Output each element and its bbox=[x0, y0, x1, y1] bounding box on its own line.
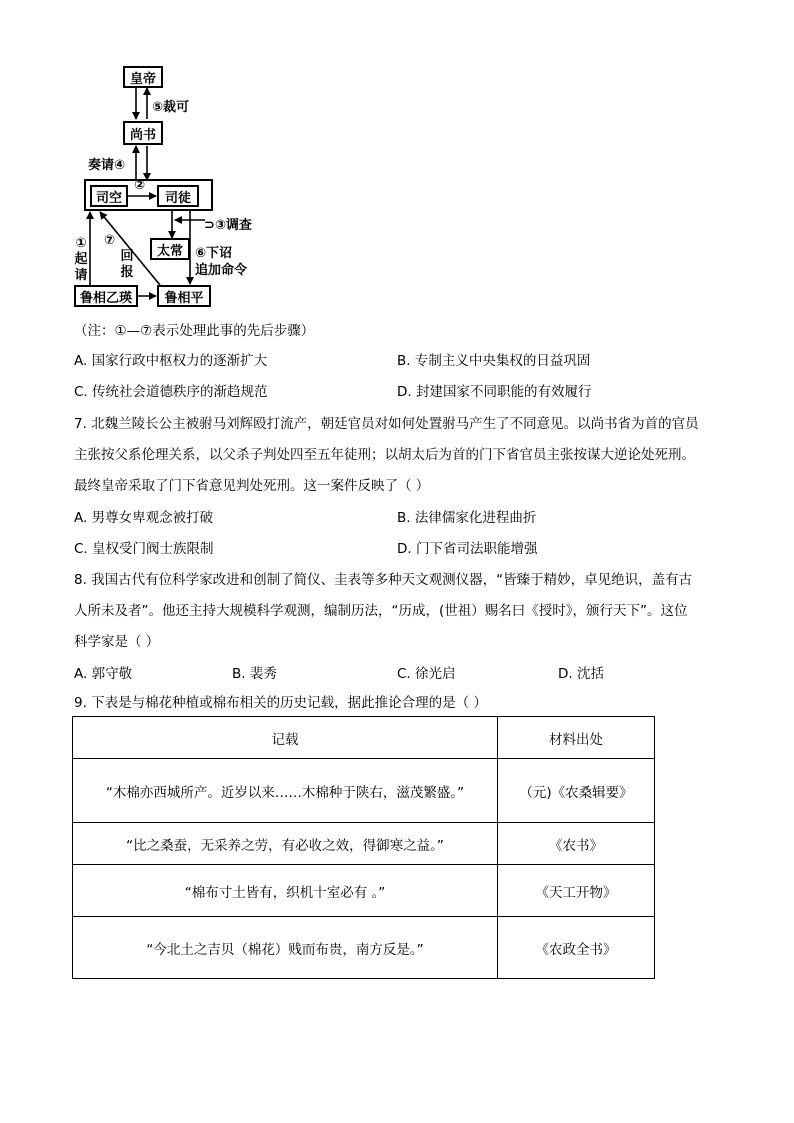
box-shangshu: 尚书 bbox=[123, 121, 163, 145]
table-cell-source: 《农政全书》 bbox=[498, 917, 655, 979]
label-step3-text: ③调查 bbox=[214, 218, 252, 233]
box-situ: 司徒 bbox=[157, 185, 199, 207]
diagram-note: （注：①—⑦表示处理此事的先后步骤） bbox=[74, 323, 315, 339]
label-step6-b: 追加命令 bbox=[195, 263, 248, 278]
q7-option-a: A. 男尊女卑观念被打破 bbox=[74, 510, 214, 526]
q8-option-b: B. 裴秀 bbox=[232, 666, 277, 682]
q8-option-a: A. 郭守敬 bbox=[74, 666, 133, 682]
q7-option-b: B. 法律儒家化进程曲折 bbox=[397, 510, 537, 526]
table-header-row bbox=[73, 717, 655, 759]
label-step7-text: 回报 bbox=[120, 249, 134, 280]
box-emperor: 皇帝 bbox=[123, 66, 163, 88]
label-step7-num: ⑦ bbox=[104, 233, 116, 248]
q8-text-line1: 8. 我国古代有位科学家改进和创制了简仪、圭表等多种天文观测仪器，“皆臻于精妙，卓见绝识，盖有古 bbox=[74, 572, 693, 588]
label-step4: 奏请④ bbox=[88, 158, 126, 173]
box-taichang: 太常 bbox=[150, 238, 190, 260]
box-lu-yiying: 鲁相乙瑛 bbox=[74, 285, 138, 307]
table-cell-source: 《农书》 bbox=[498, 823, 655, 865]
table-row bbox=[73, 759, 655, 823]
table-row bbox=[73, 823, 655, 865]
table-cell-record: “比之桑蚕，无采养之劳，有必收之效，得御寒之益。” bbox=[73, 823, 498, 865]
box-sikong: 司空 bbox=[90, 185, 128, 207]
label-step2: ② bbox=[134, 178, 146, 193]
q7-option-c: C. 皇权受门阀士族限制 bbox=[74, 541, 214, 557]
label-step3: ⊃③调查 bbox=[204, 218, 252, 233]
label-step5: ⑤裁可 bbox=[152, 100, 190, 115]
q8-text-line3: 科学家是（ ） bbox=[74, 634, 160, 650]
label-step6-a: ⑥下诏 bbox=[195, 246, 233, 261]
q6-option-a: A. 国家行政中枢权力的逐渐扩大 bbox=[74, 353, 268, 369]
table-cell-record: “木棉亦西城所产。近岁以来……木棉种于陕右，滋茂繁盛。” bbox=[73, 759, 498, 823]
table-cell-source: 《天工开物》 bbox=[498, 865, 655, 917]
header-record: 记载 bbox=[73, 717, 498, 759]
q6-option-b: B. 专制主义中央集权的日益巩固 bbox=[397, 353, 591, 369]
q8-text-line2: 人所未及者”。他还主持大规模科学观测，编制历法，“历成，(世祖）赐名曰《授时》，颁行天下”。这位 bbox=[74, 603, 688, 619]
process-diagram bbox=[60, 58, 300, 308]
q8-option-c: C. 徐光启 bbox=[397, 666, 456, 682]
label-step1: ①起请 bbox=[74, 236, 88, 283]
q7-text-line3: 最终皇帝采取了门下省意见判处死刑。这一案件反映了（ ） bbox=[74, 478, 430, 494]
q7-text-line2: 主张按父系伦理关系，以父杀子判处四至五年徒刑；以胡太后为首的门下省官员主张按谋大逆论处死刑。 bbox=[74, 447, 695, 463]
q6-option-d: D. 封建国家不同职能的有效履行 bbox=[397, 384, 592, 400]
q8-option-d: D. 沈括 bbox=[558, 666, 604, 682]
box-lu-ping: 鲁相平 bbox=[157, 285, 211, 307]
table-cell-record: “棉布寸土皆有，织机十室必有 。” bbox=[73, 865, 498, 917]
table-row bbox=[73, 865, 655, 917]
table-cell-source: （元)《农桑辑要》 bbox=[498, 759, 655, 823]
records-table bbox=[72, 716, 655, 979]
header-source: 材料出处 bbox=[498, 717, 655, 759]
table-row bbox=[73, 917, 655, 979]
q6-option-c: C. 传统社会道德秩序的渐趋规范 bbox=[74, 384, 268, 400]
q7-text-line1: 7. 北魏兰陵长公主被驸马刘辉殴打流产，朝廷官员对如何处置驸马产生了不同意见。以尚书省为首的官员 bbox=[74, 416, 699, 432]
q7-option-d: D. 门下省司法职能增强 bbox=[397, 541, 538, 557]
q9-text-line1: 9. 下表是与棉花种植或棉布相关的历史记载，据此推论合理的是（ ） bbox=[74, 695, 487, 711]
table-cell-record: “今北土之吉贝（棉花）贱而布贵，南方反是。” bbox=[73, 917, 498, 979]
